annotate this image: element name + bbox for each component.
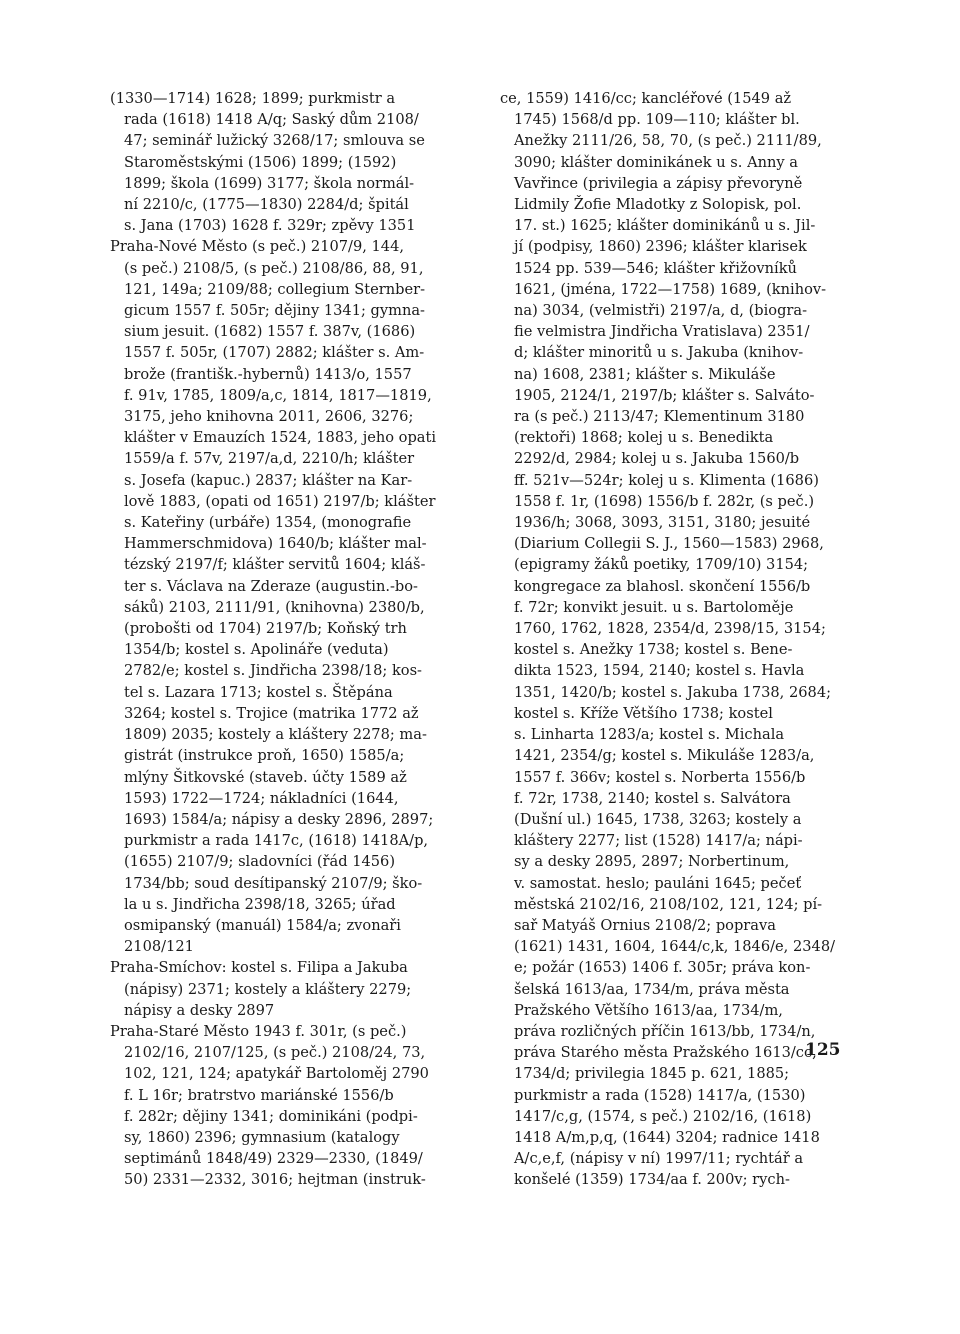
- text-line: ce, 1559) 1416/cc; kancléřové (1549 až: [500, 90, 792, 107]
- text-line: (Dušní ul.) 1645, 1738, 3263; kostely a: [514, 810, 802, 828]
- text-line: 2102/16, 2107/125, (s peč.) 2108/24, 73,: [124, 1044, 426, 1062]
- text-line: (Diarium Collegii S. J., 1560—1583) 2968,: [514, 535, 824, 553]
- text-line: nápisy a desky 2897: [124, 1001, 275, 1019]
- text-line: (1621) 1431, 1604, 1644/c,k, 1846/e, 2348/: [514, 938, 836, 956]
- text-line: 3264; kostel s. Trojice (matrika 1772 až: [124, 704, 419, 722]
- text-line: v. samostat. heslo; pauláni 1645; pečeť: [514, 874, 802, 892]
- text-line: ní 2210/c, (1775—1830) 2284/d; špitál: [124, 196, 409, 214]
- text-line: 1557 f. 505r, (1707) 2882; klášter s. Am-: [124, 344, 425, 362]
- text-line: (nápisy) 2371; kostely a kláštery 2279;: [124, 980, 412, 998]
- text-line: 1760, 1762, 1828, 2354/d, 2398/15, 3154;: [514, 620, 826, 638]
- text-line: 1417/c,g, (1574, s peč.) 2102/16, (1618): [514, 1107, 812, 1125]
- text-line: f. 282r; dějiny 1341; dominikáni (podpi-: [124, 1107, 418, 1125]
- text-line: klášter v Emauzích 1524, 1883, jeho opati: [124, 429, 437, 447]
- text-line: gistrát (instrukce proň, 1650) 1585/a;: [124, 747, 405, 765]
- index-entry: [500, 88, 845, 1191]
- text-line: sáků) 2103, 2111/91, (knihovna) 2380/b,: [124, 598, 425, 616]
- text-line: tel s. Lazara 1713; kostel s. Štěpána: [124, 683, 393, 701]
- text-line: jí (podpisy, 1860) 2396; klášter klarisek: [514, 238, 807, 256]
- text-line: 1905, 2124/1, 2197/b; klášter s. Salváto-: [514, 386, 815, 404]
- text-line: na) 3034, (velmistři) 2197/a, d, (biogra-: [514, 302, 808, 320]
- text-line: dikta 1523, 1594, 2140; kostel s. Havla: [514, 662, 805, 680]
- text-line: s. Jana (1703) 1628 f. 329r; zpěvy 1351: [124, 217, 416, 235]
- text-line: e; požár (1653) 1406 f. 305r; práva kon-: [514, 959, 811, 977]
- text-line: 2108/121: [124, 938, 194, 956]
- text-line: 1693) 1584/a; nápisy a desky 2896, 2897;: [124, 810, 434, 828]
- text-line: Praha-Nové Město (s peč.) 2107/9, 144,: [110, 238, 405, 256]
- text-line: 1558 f. 1r, (1698) 1556/b f. 282r, (s peč.): [514, 492, 815, 510]
- text-line: 1745) 1568/d pp. 109—110; klášter bl.: [514, 111, 800, 129]
- text-line: Staroměstskými (1506) 1899; (1592): [124, 153, 397, 171]
- text-line: 1418 A/m,p,q, (1644) 3204; radnice 1418: [514, 1128, 820, 1146]
- text-line: s. Josefa (kapuc.) 2837; klášter na Kar-: [124, 471, 413, 489]
- text-line: 1559/a f. 57v, 2197/a,d, 2210/h; klášter: [124, 450, 415, 468]
- text-line: rada (1618) 1418 A/q; Saský dům 2108/: [124, 111, 419, 129]
- text-line: 1557 f. 366v; kostel s. Norberta 1556/b: [514, 768, 806, 786]
- text-line: 1734/d; privilegia 1845 p. 621, 1885;: [514, 1065, 790, 1083]
- text-line: kostel s. Anežky 1738; kostel s. Bene-: [514, 641, 793, 659]
- text-line: Vavřince (privilegia a zápisy převoryně: [514, 174, 803, 192]
- right-column: [500, 88, 845, 1191]
- text-line: sy a desky 2895, 2897; Norbertinum,: [514, 853, 790, 871]
- text-line: la u s. Jindřicha 2398/18, 3265; úřad: [124, 895, 396, 913]
- page-number: 125: [805, 1040, 841, 1060]
- text-line: f. 91v, 1785, 1809/a,c, 1814, 1817—1819,: [124, 386, 432, 404]
- text-line: práva rozličných příčin 1613/bb, 1734/n,: [514, 1022, 816, 1040]
- text-line: 2782/e; kostel s. Jindřicha 2398/18; kos-: [124, 662, 422, 680]
- text-line: Praha-Smíchov: kostel s. Filipa a Jakuba: [110, 959, 408, 977]
- text-line: práva Starého města Pražského 1613/cc,: [514, 1044, 817, 1062]
- text-line: 1593) 1722—1724; nákladníci (1644,: [124, 789, 399, 807]
- text-line: tézský 2197/f; klášter servitů 1604; kláš-: [124, 556, 426, 574]
- text-line: 1351, 1420/b; kostel s. Jakuba 1738, 2684;: [514, 683, 832, 701]
- text-line: ra (s peč.) 2113/47; Klementinum 3180: [514, 408, 805, 426]
- text-line: městská 2102/16, 2108/102, 121, 124; pí-: [514, 895, 823, 913]
- text-line: ff. 521v—524r; kolej u s. Klimenta (1686): [514, 471, 819, 489]
- text-line: brože (františk.-hybernů) 1413/o, 1557: [124, 365, 412, 383]
- index-entry: [110, 236, 458, 957]
- text-line: kongregace za blahosl. skončení 1556/b: [514, 577, 811, 595]
- left-column: [110, 88, 458, 1191]
- index-entry: [110, 88, 458, 236]
- text-line: 3090; klášter dominikánek u s. Anny a: [514, 153, 799, 171]
- text-line: f. 72r, 1738, 2140; kostel s. Salvátora: [514, 789, 791, 807]
- text-line: A/c,e,f, (nápisy v ní) 1997/11; rychtář a: [514, 1150, 804, 1168]
- text-line: lově 1883, (opati od 1651) 2197/b; klášter: [124, 492, 436, 510]
- text-line: sy, 1860) 2396; gymnasium (katalogy: [124, 1128, 400, 1146]
- text-line: šelská 1613/aa, 1734/m, práva města: [514, 980, 790, 998]
- text-line: konšelé (1359) 1734/aa f. 200v; rych-: [514, 1171, 790, 1189]
- text-line: ter s. Václava na Zderaze (augustin.-bo-: [124, 577, 418, 595]
- text-line: purkmistr a rada 1417c, (1618) 1418A/p,: [124, 832, 429, 850]
- text-line: 1354/b; kostel s. Apolináře (veduta): [124, 641, 389, 659]
- index-entry: [110, 1021, 458, 1191]
- index-entry: [110, 957, 458, 1021]
- text-line: osmipanský (manuál) 1584/a; zvonaři: [124, 916, 401, 934]
- text-line: sař Matyáš Ornius 2108/2; poprava: [514, 916, 776, 934]
- text-line: s. Kateřiny (urbáře) 1354, (monografie: [124, 514, 412, 532]
- text-line: (1330—1714) 1628; 1899; purkmistr a: [110, 90, 396, 107]
- text-line: 2292/d, 2984; kolej u s. Jakuba 1560/b: [514, 450, 800, 468]
- text-line: na) 1608, 2381; klášter s. Mikuláše: [514, 365, 776, 383]
- text-line: 1621, (jména, 1722—1758) 1689, (knihov-: [514, 280, 827, 298]
- text-line: f. 72r; konvikt jesuit. u s. Bartoloměje: [514, 598, 794, 616]
- text-line: 1936/h; 3068, 3093, 3151, 3180; jesuité: [514, 514, 811, 532]
- text-line: 3175, jeho knihovna 2011, 2606, 3276;: [124, 408, 414, 426]
- text-line: Lidmily Žofie Mladotky z Solopisk, pol.: [514, 196, 802, 214]
- text-line: 47; seminář lužický 3268/17; smlouva se: [124, 132, 425, 150]
- text-line: mlýny Šitkovské (staveb. účty 1589 až: [124, 768, 407, 786]
- text-line: kostel s. Kříže Většího 1738; kostel: [514, 704, 773, 722]
- text-line: 1809) 2035; kostely a kláštery 2278; ma-: [124, 726, 427, 744]
- text-line: sium jesuit. (1682) 1557 f. 387v, (1686): [124, 323, 416, 341]
- text-line: kláštery 2277; list (1528) 1417/a; nápi-: [514, 832, 803, 850]
- text-line: 102, 121, 124; apatykář Bartoloměj 2790: [124, 1065, 429, 1083]
- text-line: Hammerschmidova) 1640/b; klášter mal-: [124, 535, 427, 553]
- text-line: f. L 16r; bratrstvo mariánské 1556/b: [124, 1086, 394, 1104]
- text-line: septimánů 1848/49) 2329—2330, (1849/: [124, 1150, 423, 1168]
- text-line: purkmistr a rada (1528) 1417/a, (1530): [514, 1086, 806, 1104]
- text-line: 1421, 2354/g; kostel s. Mikuláše 1283/a,: [514, 747, 815, 765]
- text-line: Pražského Většího 1613/aa, 1734/m,: [514, 1001, 783, 1019]
- text-line: s. Linharta 1283/a; kostel s. Michala: [514, 726, 785, 744]
- text-line: 121, 149a; 2109/88; collegium Sternber-: [124, 280, 426, 298]
- text-line: (s peč.) 2108/5, (s peč.) 2108/86, 88, 91,: [124, 259, 424, 277]
- text-line: fie velmistra Jindřicha Vratislava) 2351/: [514, 323, 810, 341]
- text-line: 1899; škola (1699) 3177; škola normál-: [124, 174, 415, 192]
- text-line: gicum 1557 f. 505r; dějiny 1341; gymna-: [124, 302, 425, 320]
- text-line: 50) 2331—2332, 3016; hejtman (instruk-: [124, 1171, 426, 1189]
- text-line: (epigramy žáků poetiky, 1709/10) 3154;: [514, 556, 809, 574]
- text-line: Anežky 2111/26, 58, 70, (s peč.) 2111/89,: [514, 132, 822, 150]
- text-line: Praha-Staré Město 1943 f. 301r, (s peč.): [110, 1022, 407, 1040]
- text-line: 1524 pp. 539—546; klášter křižovníků: [514, 259, 797, 277]
- text-line: (1655) 2107/9; sladovníci (řád 1456): [124, 853, 396, 871]
- text-line: (rektoři) 1868; kolej u s. Benedikta: [514, 429, 774, 447]
- text-line: 1734/bb; soud desítipanský 2107/9; ško-: [124, 874, 423, 892]
- text-line: d; klášter minoritů u s. Jakuba (knihov-: [514, 344, 804, 362]
- text-line: (probošti od 1704) 2197/b; Koňský trh: [124, 620, 407, 638]
- text-line: 17. st.) 1625; klášter dominikánů u s. Jil-: [514, 217, 816, 235]
